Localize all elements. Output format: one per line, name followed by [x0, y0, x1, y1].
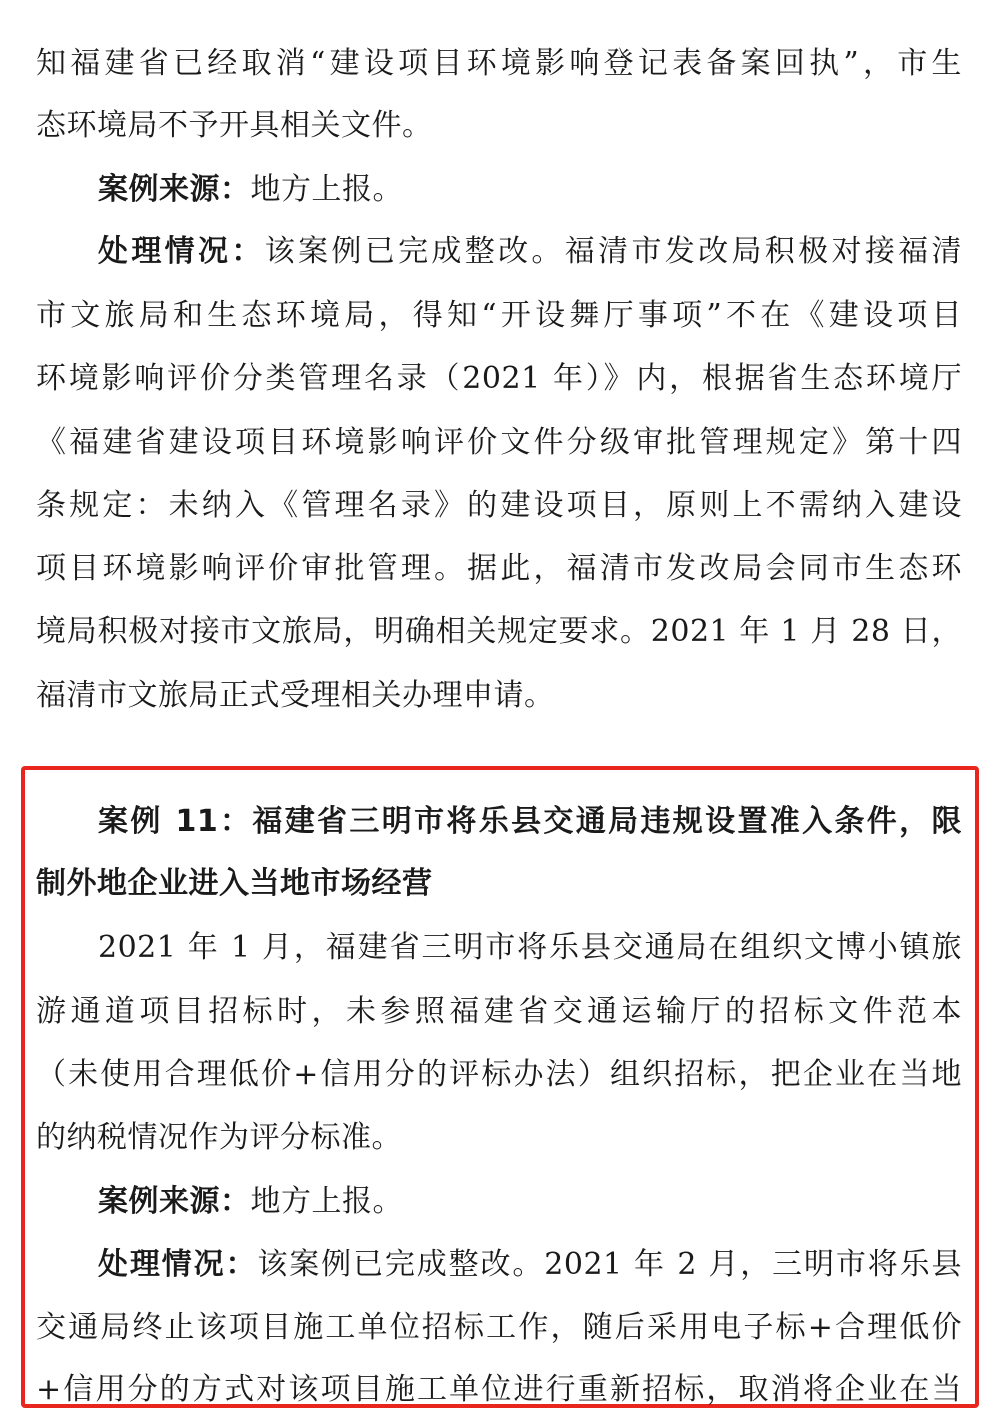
case-title-continued: 制外地企业进入当地市场经营 [36, 866, 433, 901]
handling-line [98, 1245, 962, 1285]
case-body-line: 2021 年 1 月，福建省三明市将乐县交通局在组织文博小镇旅 [98, 930, 962, 965]
case-source-text: 地方上报。 [250, 1184, 403, 1219]
case-source-text: 地方上报。 [250, 172, 403, 207]
handling-text: 该案例已完成整改。福清市发改局积极对接福清 [264, 234, 962, 269]
handling-label: 处理情况： [98, 234, 265, 269]
paragraph-line: 项目环境影响评价审批管理。据此，福清市发改局会同市生态环 [36, 551, 962, 586]
handling-text: 该案例已完成整改。2021 年 2 月，三明市将乐县 [257, 1247, 962, 1282]
paragraph-line: 《福建省建设项目环境影响评价文件分级审批管理规定》第十四 [36, 425, 962, 460]
paragraph-line: 知福建省已经取消“建设项目环境影响登记表备案回执”，市生 [36, 46, 962, 81]
handling-line [98, 232, 962, 272]
case-source-line [98, 1182, 962, 1222]
paragraph-line: 境局积极对接市文旅局，明确相关规定要求。2021 年 1 月 28 日， [36, 614, 962, 649]
paragraph-line: 环境影响评价分类管理名录（2021 年）》内，根据省生态环境厅 [36, 361, 962, 396]
paragraph-line: +信用分的方式对该项目施工单位进行重新招标，取消将企业在当 [36, 1372, 962, 1407]
paragraph-line: 福清市文旅局正式受理相关办理申请。 [36, 678, 555, 713]
handling-label: 处理情况： [98, 1247, 258, 1282]
case-body-line: 游通道项目招标时，未参照福建省交通运输厅的招标文件范本 [36, 994, 962, 1029]
case-source-label: 案例来源： [98, 1184, 251, 1219]
case-body-line: （未使用合理低价+信用分的评标办法）组织招标，把企业在当地 [36, 1057, 962, 1092]
case-title: 案例 11：福建省三明市将乐县交通局违规设置准入条件，限 [98, 804, 962, 839]
case-source-label: 案例来源： [98, 172, 251, 207]
paragraph-line: 条规定：未纳入《管理名录》的建设项目，原则上不需纳入建设 [36, 488, 962, 523]
case-source-line [98, 170, 962, 210]
paragraph-line: 态环境局不予开具相关文件。 [36, 108, 433, 143]
case-body-line: 的纳税情况作为评分标准。 [36, 1120, 402, 1155]
paragraph-line: 市文旅局和生态环境局，得知“开设舞厅事项”不在《建设项目 [36, 298, 962, 333]
paragraph-line: 交通局终止该项目施工单位招标工作，随后采用电子标+合理低价 [36, 1310, 962, 1345]
